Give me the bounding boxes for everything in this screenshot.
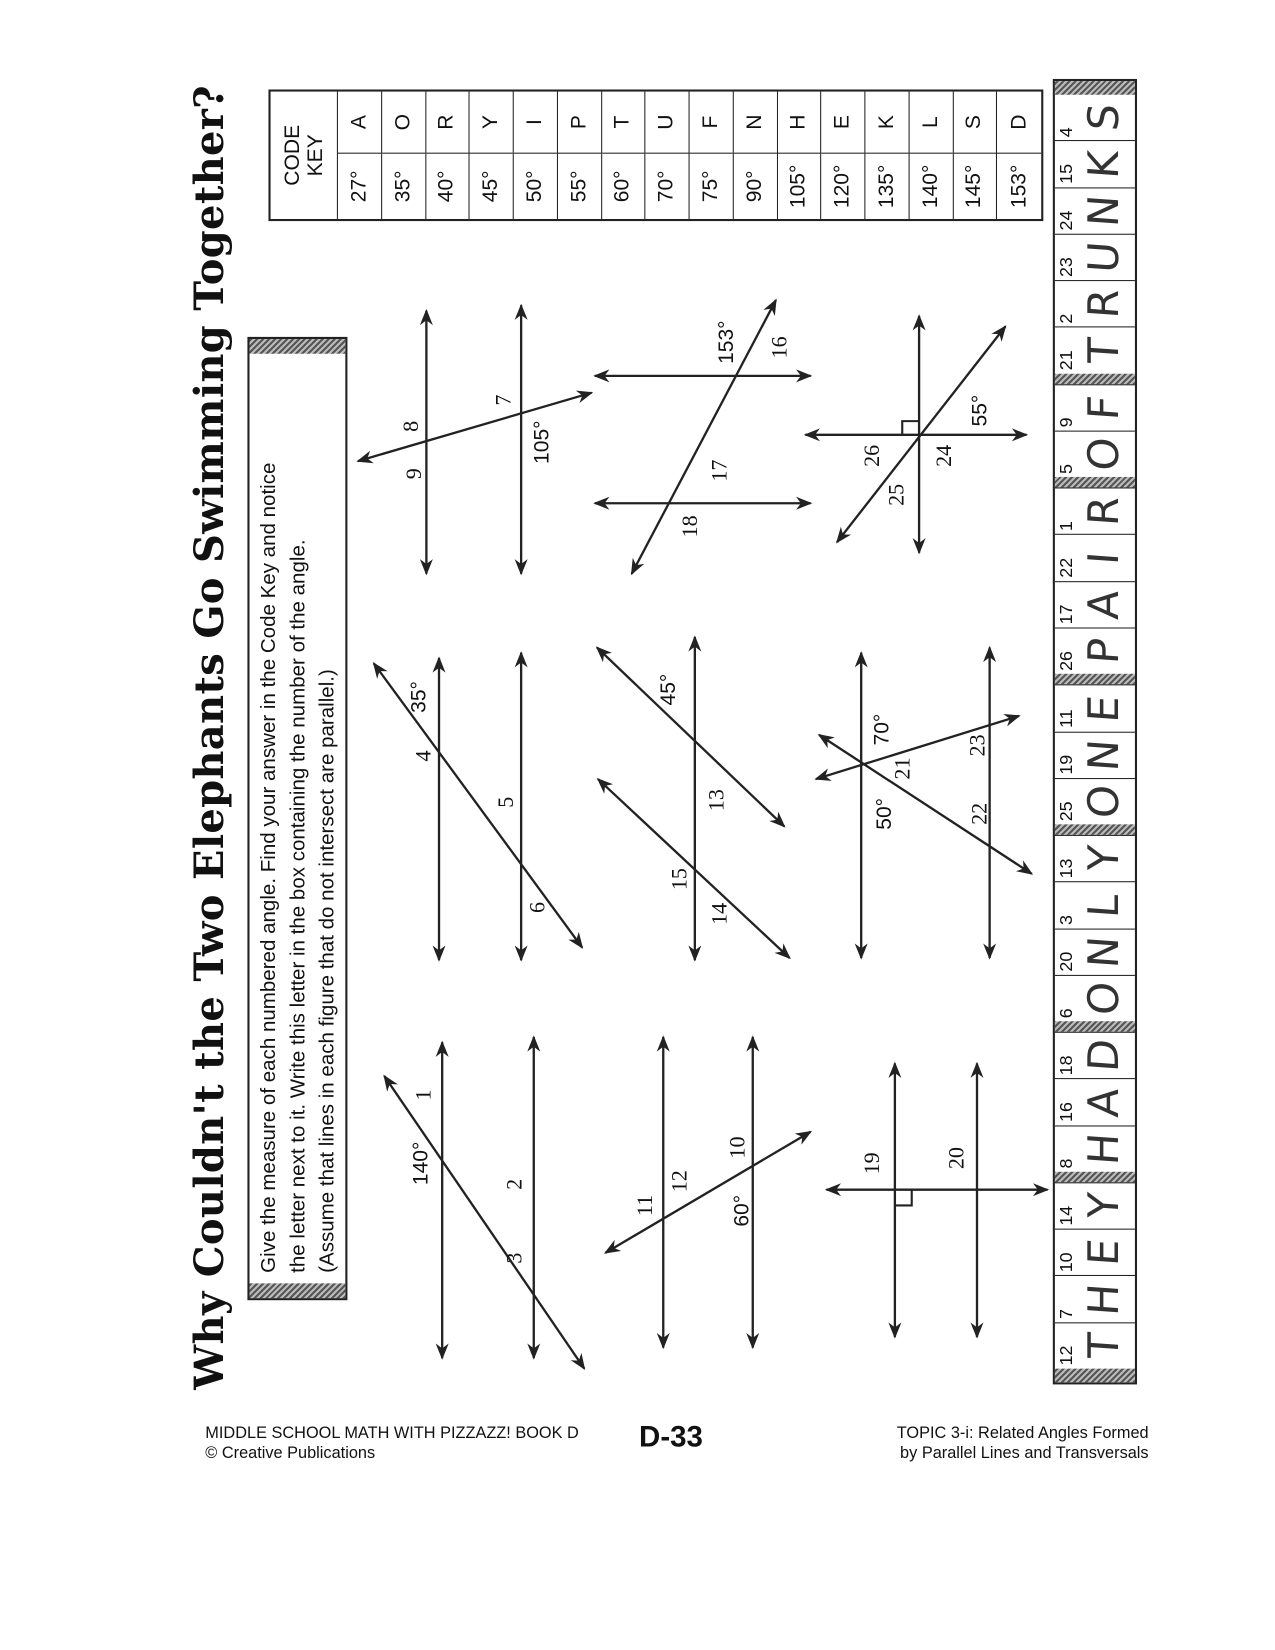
answer-box[interactable] bbox=[1055, 385, 1135, 432]
code-key-letter: T bbox=[611, 115, 635, 129]
handwritten-letter: O bbox=[1080, 783, 1129, 820]
handwritten-letter: A bbox=[1080, 588, 1129, 621]
code-key-degree: 50° bbox=[514, 153, 557, 219]
answer-box-number: 2 bbox=[1055, 313, 1076, 324]
answer-box[interactable] bbox=[1055, 1230, 1135, 1277]
code-key-row bbox=[558, 92, 602, 219]
code-key-row bbox=[953, 92, 997, 219]
angle-label: 35° bbox=[407, 681, 431, 713]
code-key-letter: I bbox=[523, 119, 547, 126]
handwritten-letter: N bbox=[1080, 934, 1129, 970]
handwritten-letter: I bbox=[1080, 550, 1129, 567]
code-key-letter: S bbox=[962, 115, 986, 130]
answer-box[interactable] bbox=[1055, 929, 1135, 976]
angle-label: 60° bbox=[730, 1194, 754, 1227]
answer-box-number: 17 bbox=[1055, 604, 1076, 625]
handwritten-letter: T bbox=[1080, 1331, 1129, 1361]
instructions-box bbox=[247, 337, 347, 1300]
handwritten-letter: O bbox=[1080, 436, 1129, 473]
footer-topic bbox=[897, 1423, 1149, 1463]
code-key-letter: K bbox=[874, 115, 898, 130]
code-key-row bbox=[602, 92, 646, 219]
angle-label: 3 bbox=[501, 1252, 527, 1264]
code-key-letter: E bbox=[830, 115, 854, 130]
handwritten-letter: E bbox=[1080, 1237, 1129, 1268]
code-key-degree: 90° bbox=[734, 153, 777, 219]
code-key-row bbox=[865, 92, 909, 219]
handwritten-letter: L bbox=[1080, 891, 1129, 919]
answer-box[interactable] bbox=[1055, 535, 1135, 582]
answer-box[interactable] bbox=[1055, 1080, 1135, 1127]
angle-label: 1 bbox=[410, 1089, 436, 1101]
answer-box-number: 21 bbox=[1055, 350, 1076, 371]
angle-label: 21 bbox=[889, 757, 915, 780]
code-key-row bbox=[338, 92, 382, 219]
answer-box[interactable] bbox=[1055, 432, 1135, 478]
answer-strip bbox=[1053, 79, 1137, 1384]
instructions-line: the letter next to it. Write this letter in the box containing the number of the angle. bbox=[286, 539, 310, 1273]
angle-label: 55° bbox=[968, 394, 992, 427]
code-key-degree: 70° bbox=[646, 153, 689, 219]
answer-box-number: 16 bbox=[1055, 1102, 1076, 1122]
angle-label: 4 bbox=[410, 750, 436, 762]
handwritten-letter: E bbox=[1080, 693, 1129, 724]
answer-box[interactable] bbox=[1055, 1126, 1135, 1172]
code-key-letter: A bbox=[347, 115, 371, 130]
answer-box-number: 26 bbox=[1055, 651, 1076, 671]
angle-label: 50° bbox=[872, 797, 896, 830]
angle-label: 16 bbox=[766, 336, 792, 359]
answer-box-number: 5 bbox=[1055, 464, 1076, 474]
answer-box-number: 19 bbox=[1055, 754, 1076, 775]
code-key-degree: 105° bbox=[777, 153, 820, 219]
handwritten-letter: K bbox=[1080, 148, 1129, 180]
code-key-row bbox=[426, 92, 470, 219]
code-key-letter: U bbox=[654, 114, 679, 130]
code-key-degree: 40° bbox=[426, 153, 469, 219]
code-key-row bbox=[997, 92, 1041, 219]
handwritten-letter: T bbox=[1080, 336, 1129, 366]
angle-label: 25 bbox=[883, 483, 909, 506]
word-divider bbox=[1055, 373, 1135, 385]
code-key-header-line: CODE bbox=[280, 124, 304, 186]
code-key-letter: L bbox=[918, 116, 942, 128]
angle-label: 70° bbox=[870, 713, 894, 746]
angle-label: 26 bbox=[859, 444, 885, 467]
angle-label: 45° bbox=[657, 673, 681, 706]
angle-label: 14 bbox=[706, 902, 732, 925]
angle-label: 2 bbox=[501, 1178, 527, 1190]
handwritten-letter: N bbox=[1080, 193, 1129, 229]
answer-box-number: 10 bbox=[1055, 1252, 1076, 1273]
answer-box[interactable] bbox=[1055, 1183, 1135, 1230]
answer-box-number: 1 bbox=[1055, 521, 1076, 532]
angle-label: 10 bbox=[724, 1136, 750, 1159]
answer-box[interactable] bbox=[1055, 1323, 1135, 1369]
handwritten-letter: U bbox=[1080, 240, 1129, 275]
angle-label: 17 bbox=[706, 459, 732, 482]
angle-label: 12 bbox=[666, 1170, 692, 1193]
code-key-degree: 27° bbox=[338, 153, 381, 219]
angle-label: 19 bbox=[859, 1152, 885, 1175]
answer-box-number: 3 bbox=[1055, 915, 1076, 925]
rotated-worksheet-content bbox=[179, 74, 1148, 1401]
strip-end-cap bbox=[1055, 81, 1135, 95]
worksheet-title: Why Couldn't the Two Elephants Go Swimming Together? bbox=[185, 85, 233, 1390]
code-key-degree: 75° bbox=[690, 153, 733, 219]
answer-box-number: 8 bbox=[1055, 1158, 1076, 1169]
code-key-degree: 55° bbox=[558, 153, 601, 219]
angle-label: 22 bbox=[966, 802, 992, 825]
answer-box-number: 24 bbox=[1055, 210, 1076, 231]
code-key-degree: 145° bbox=[953, 153, 996, 219]
angle-label: 24 bbox=[930, 444, 956, 467]
answer-box[interactable] bbox=[1055, 836, 1135, 883]
answer-box[interactable] bbox=[1055, 95, 1135, 142]
code-key-header bbox=[271, 92, 338, 219]
code-key-letter: H bbox=[786, 114, 810, 130]
handwritten-letter: S bbox=[1080, 102, 1129, 133]
handwritten-letter: P bbox=[1080, 636, 1129, 666]
angle-label: 140° bbox=[409, 1141, 433, 1186]
handwritten-letter: Y bbox=[1080, 1191, 1129, 1221]
answer-box-number: 7 bbox=[1055, 1308, 1076, 1319]
answer-box-number: 4 bbox=[1055, 127, 1076, 138]
answer-box[interactable] bbox=[1055, 1033, 1135, 1080]
code-key-degree: 140° bbox=[909, 153, 952, 219]
code-key-letter: D bbox=[1007, 114, 1031, 130]
code-key-row bbox=[690, 92, 734, 219]
code-key-degree: 35° bbox=[382, 153, 425, 219]
code-key-letter: P bbox=[567, 115, 591, 130]
code-key-row bbox=[382, 92, 426, 219]
answer-box-number: 20 bbox=[1055, 951, 1076, 972]
code-key-letter: N bbox=[742, 114, 767, 130]
code-key-row bbox=[514, 92, 558, 219]
hatched-border bbox=[250, 1283, 346, 1298]
handwritten-letter: R bbox=[1080, 287, 1129, 321]
answer-box-number: 11 bbox=[1055, 709, 1076, 729]
handwritten-letter: R bbox=[1080, 495, 1129, 528]
code-key-degree: 135° bbox=[865, 153, 908, 219]
answer-box[interactable] bbox=[1055, 779, 1135, 825]
page-number: D-33 bbox=[639, 1420, 703, 1453]
angle-label: 7 bbox=[490, 394, 516, 406]
code-key-degree: 45° bbox=[470, 153, 513, 219]
code-key-degree: 60° bbox=[602, 153, 645, 219]
hatched-border bbox=[250, 339, 346, 354]
footer-topic-line: by Parallel Lines and Transversals bbox=[900, 1444, 1149, 1463]
answer-box-number: 14 bbox=[1055, 1205, 1076, 1226]
word-divider bbox=[1055, 674, 1135, 686]
angle-label: 23 bbox=[964, 734, 990, 757]
code-key-letter: Y bbox=[479, 115, 503, 130]
answer-box[interactable] bbox=[1055, 235, 1135, 282]
code-key-row bbox=[777, 92, 821, 219]
code-key-degree: 153° bbox=[997, 153, 1041, 219]
answer-box-number: 22 bbox=[1055, 557, 1076, 578]
answer-box[interactable] bbox=[1055, 188, 1135, 235]
footer-book-title: MIDDLE SCHOOL MATH WITH PIZZAZZ! BOOK D bbox=[205, 1424, 579, 1443]
footer-copyright: © Creative Publications bbox=[205, 1444, 376, 1463]
handwritten-letter: A bbox=[1080, 1086, 1129, 1119]
strip-end-cap bbox=[1055, 1369, 1135, 1383]
handwritten-letter: H bbox=[1080, 1131, 1129, 1167]
angle-label: 8 bbox=[398, 420, 424, 432]
code-key-degree: 120° bbox=[821, 153, 864, 219]
code-key-table bbox=[268, 89, 1043, 221]
answer-box[interactable] bbox=[1055, 732, 1135, 779]
angle-label: 9 bbox=[401, 468, 427, 480]
code-key-letter: O bbox=[391, 113, 415, 131]
answer-box-number: 18 bbox=[1055, 1055, 1076, 1076]
footer-topic-line: TOPIC 3-i: Related Angles Formed bbox=[896, 1424, 1149, 1443]
answer-box-number: 6 bbox=[1055, 1008, 1076, 1019]
code-key-header-line: KEY bbox=[303, 134, 327, 177]
code-key-letter: R bbox=[435, 114, 459, 130]
answer-box[interactable] bbox=[1055, 281, 1135, 328]
footer-book-info bbox=[205, 1423, 579, 1463]
instructions-line: Give the measure of each numbered angle. Find your answer in the Code Key and notice bbox=[256, 462, 281, 1273]
answer-box[interactable] bbox=[1055, 489, 1135, 536]
angle-label: 15 bbox=[666, 868, 692, 891]
answer-box-number: 9 bbox=[1055, 417, 1076, 428]
angle-label: 11 bbox=[631, 1194, 657, 1217]
handwritten-letter: N bbox=[1080, 737, 1129, 773]
answer-box[interactable] bbox=[1055, 582, 1135, 629]
code-key-row bbox=[646, 92, 690, 219]
answer-box-number: 23 bbox=[1055, 257, 1076, 278]
answer-box-number: 15 bbox=[1055, 163, 1076, 184]
angle-label: 18 bbox=[677, 515, 703, 538]
handwritten-letter: O bbox=[1080, 980, 1129, 1017]
answer-box[interactable] bbox=[1055, 883, 1135, 930]
answer-box[interactable] bbox=[1055, 1276, 1135, 1323]
answer-box[interactable] bbox=[1055, 686, 1135, 733]
answer-box-number: 13 bbox=[1055, 858, 1076, 879]
handwritten-letter: H bbox=[1080, 1281, 1129, 1317]
handwritten-letter: Y bbox=[1080, 844, 1129, 874]
code-key-row bbox=[821, 92, 865, 219]
angle-label: 105° bbox=[530, 420, 554, 464]
answer-box-number: 25 bbox=[1055, 801, 1076, 822]
answer-box[interactable] bbox=[1055, 629, 1135, 675]
code-key-letter: F bbox=[698, 115, 723, 129]
angle-label: 6 bbox=[524, 901, 550, 914]
code-key-row bbox=[470, 92, 514, 219]
angle-label: 20 bbox=[943, 1147, 969, 1170]
instructions-line: (Assume that lines in each figure that do not intersect are parallel.) bbox=[315, 669, 340, 1273]
angle-label: 153° bbox=[714, 320, 738, 364]
answer-box-number: 12 bbox=[1055, 1345, 1076, 1366]
angle-label: 5 bbox=[492, 796, 518, 808]
code-key-row bbox=[734, 92, 778, 219]
answer-box[interactable] bbox=[1055, 976, 1135, 1022]
code-key-row bbox=[909, 92, 953, 219]
answer-box[interactable] bbox=[1055, 141, 1135, 188]
answer-box[interactable] bbox=[1055, 328, 1135, 374]
instructions-text bbox=[250, 354, 346, 1284]
angle-label: 13 bbox=[703, 789, 729, 812]
handwritten-letter: F bbox=[1080, 393, 1129, 422]
handwritten-letter: D bbox=[1080, 1037, 1129, 1074]
